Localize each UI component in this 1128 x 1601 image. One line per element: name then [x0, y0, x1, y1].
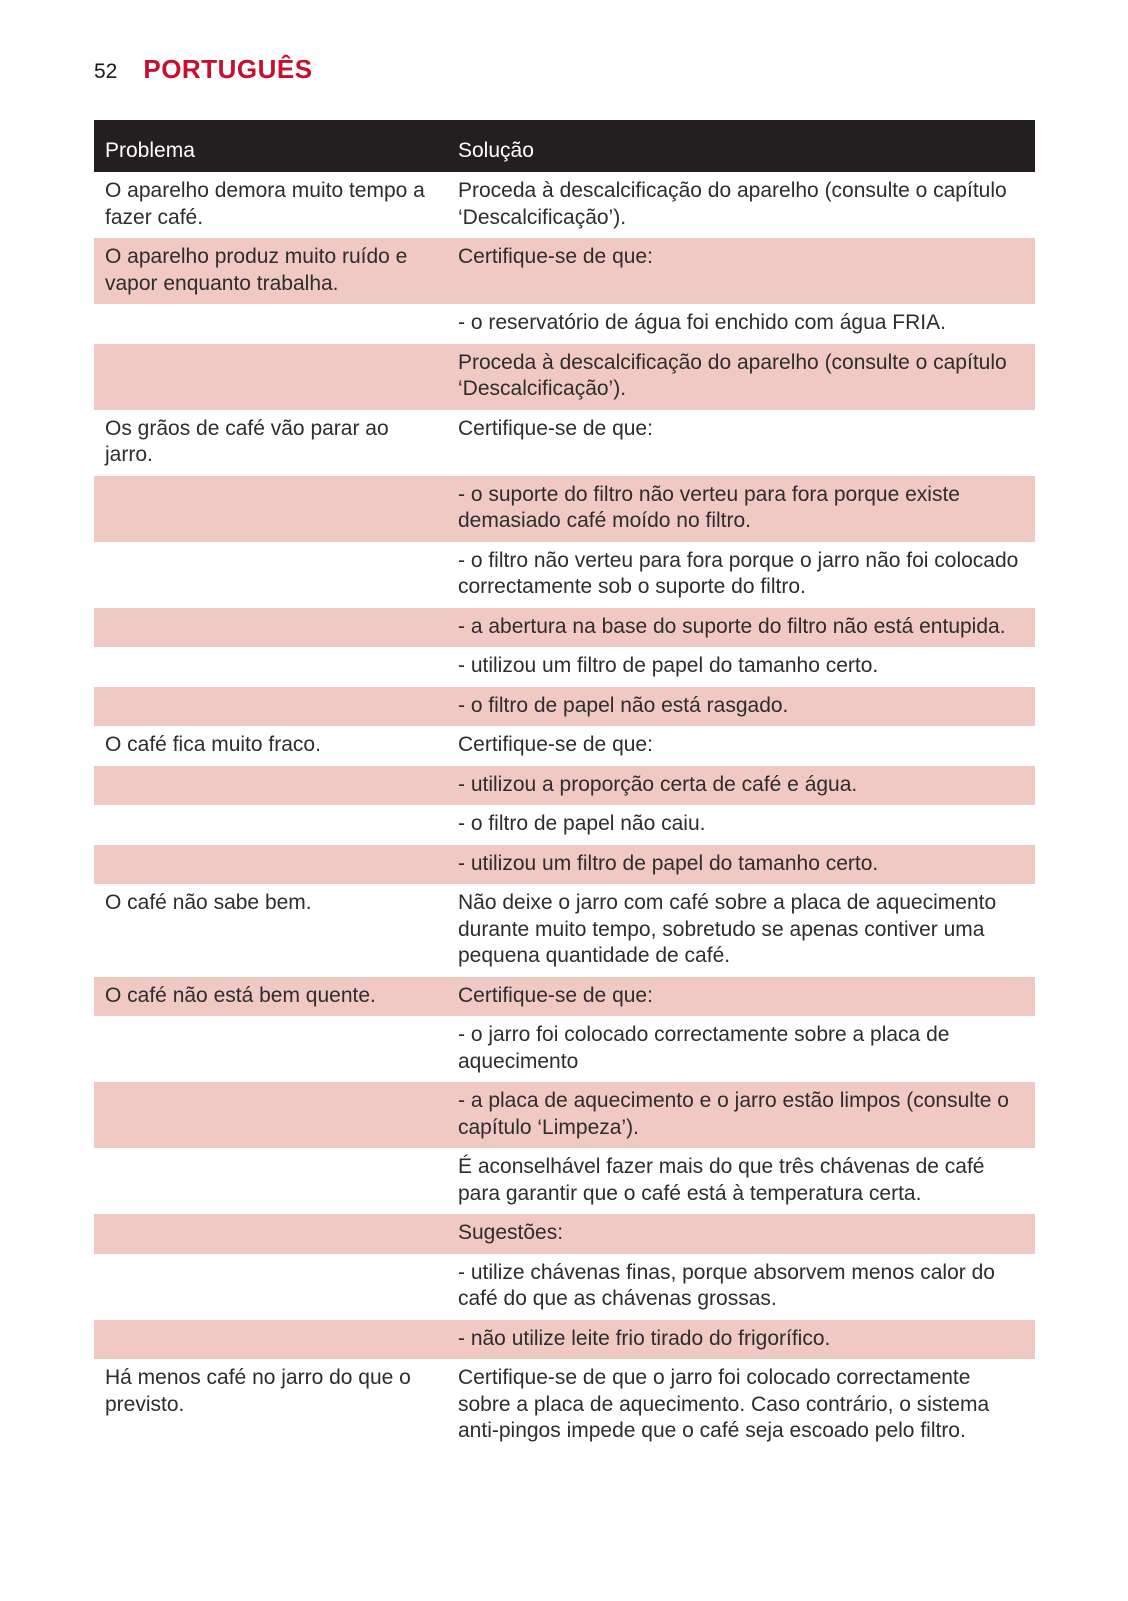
- header-problem: Problema: [94, 120, 447, 172]
- problem-cell: O aparelho produz muito ruído e vapor enquanto trabalha.: [94, 238, 447, 304]
- solution-cell: - a placa de aquecimento e o jarro estão limpos (consulte o capítulo ‘Limpeza’).: [447, 1082, 1035, 1148]
- solution-cell: Certifique-se de que:: [447, 238, 1035, 304]
- table-row: [94, 766, 1035, 806]
- solution-cell: Sugestões:: [447, 1214, 1035, 1254]
- problem-cell: [94, 344, 447, 410]
- table-body: [94, 172, 1035, 1452]
- table-row: [94, 687, 1035, 727]
- problem-cell: O café fica muito fraco.: [105, 733, 321, 756]
- table-row: [94, 977, 1035, 1017]
- table-row: [94, 172, 1035, 238]
- problem-cell: [94, 1214, 447, 1254]
- problem-cell: [94, 647, 447, 687]
- table-row: [94, 884, 1035, 977]
- solution-cell: - a abertura na base do suporte do filtro não está entupida.: [447, 608, 1035, 648]
- table-row: [94, 476, 1035, 542]
- problem-cell: [94, 542, 447, 608]
- solution-cell: - o reservatório de água foi enchido com água FRIA.: [458, 311, 946, 334]
- solution-cell: - utilizou um filtro de papel do tamanho certo.: [447, 845, 1035, 885]
- table-row: [94, 1254, 1035, 1320]
- solution-cell: - o filtro não verteu para fora porque o jarro não foi colocado correctamente sob o suporte do filtro.: [458, 548, 1019, 598]
- solution-cell: - utilizou um filtro de papel do tamanho certo.: [458, 654, 879, 677]
- section-title: PORTUGUÊS: [143, 54, 313, 84]
- problem-cell: [94, 476, 447, 542]
- table-row: [94, 1082, 1035, 1148]
- problem-cell: [94, 304, 447, 344]
- problem-cell: [94, 766, 447, 806]
- solution-cell: Certifique-se de que:: [458, 733, 653, 756]
- problem-cell: Os grãos de café vão parar ao jarro.: [105, 416, 389, 466]
- problem-cell: O café não sabe bem.: [105, 891, 312, 914]
- problem-cell: [94, 1320, 447, 1360]
- solution-cell: Certifique-se de que:: [447, 977, 1035, 1017]
- table-header-row: [94, 120, 1035, 172]
- solution-cell: Certifique-se de que:: [458, 416, 653, 440]
- problem-cell: O café não está bem quente.: [94, 977, 447, 1017]
- table-row: [94, 1320, 1035, 1360]
- table-row: [94, 1214, 1035, 1254]
- table-row: [94, 1359, 1035, 1452]
- solution-cell: Proceda à descalcificação do aparelho (consulte o capítulo ‘Descalcificação’).: [458, 179, 1007, 229]
- table-row: [94, 304, 1035, 344]
- problem-cell: Há menos café no jarro do que o previsto.: [105, 1366, 411, 1416]
- problem-cell: [94, 608, 447, 648]
- table-row: [94, 608, 1035, 648]
- table-row: [94, 238, 1035, 304]
- solution-cell: - não utilize leite frio tirado do frigorífico.: [447, 1320, 1035, 1360]
- table-row: [94, 1016, 1035, 1082]
- problem-cell: [94, 1254, 447, 1320]
- solution-cell: Proceda à descalcificação do aparelho (consulte o capítulo ‘Descalcificação’).: [447, 344, 1035, 410]
- solution-cell: Não deixe o jarro com café sobre a placa de aquecimento durante muito tempo, sobretudo se apenas contiver uma pequena quantidade de café.: [458, 891, 997, 967]
- problem-cell: O aparelho demora muito tempo a fazer café.: [105, 179, 425, 229]
- solution-cell: - o filtro de papel não caiu.: [458, 812, 706, 835]
- solution-cell: É aconselhável fazer mais do que três chávenas de café para garantir que o café está à temperatura certa.: [458, 1155, 985, 1205]
- page-header: [94, 54, 313, 90]
- table-row: [94, 344, 1035, 410]
- table-row: [94, 410, 1035, 476]
- table-row: [94, 845, 1035, 885]
- solution-cell: - utilizou a proporção certa de café e água.: [447, 766, 1035, 806]
- troubleshooting-table: [94, 120, 1035, 1452]
- problem-cell: [94, 687, 447, 727]
- solution-cell: - o suporte do filtro não verteu para fora porque existe demasiado café moído no filtro.: [447, 476, 1035, 542]
- solution-cell: Certifique-se de que o jarro foi colocado correctamente sobre a placa de aquecimento. Caso contrário, o sistema anti-pingos impede que o café seja escoado pelo filtro.: [458, 1366, 990, 1442]
- table-row: [94, 805, 1035, 845]
- solution-cell: - o jarro foi colocado correctamente sobre a placa de aquecimento: [458, 1023, 950, 1073]
- table-row: [94, 1148, 1035, 1214]
- problem-cell: [94, 1082, 447, 1148]
- problem-cell: [94, 845, 447, 885]
- solution-cell: - o filtro de papel não está rasgado.: [447, 687, 1035, 727]
- table-row: [94, 542, 1035, 608]
- page-number: 52: [94, 60, 118, 83]
- table-row: [94, 726, 1035, 766]
- problem-cell: [94, 1016, 447, 1082]
- solution-cell: - utilize chávenas finas, porque absorvem menos calor do café do que as chávenas grossas.: [458, 1260, 995, 1310]
- problem-cell: [94, 805, 447, 845]
- table-row: [94, 647, 1035, 687]
- problem-cell: [94, 1148, 447, 1214]
- header-solution: Solução: [447, 120, 1035, 172]
